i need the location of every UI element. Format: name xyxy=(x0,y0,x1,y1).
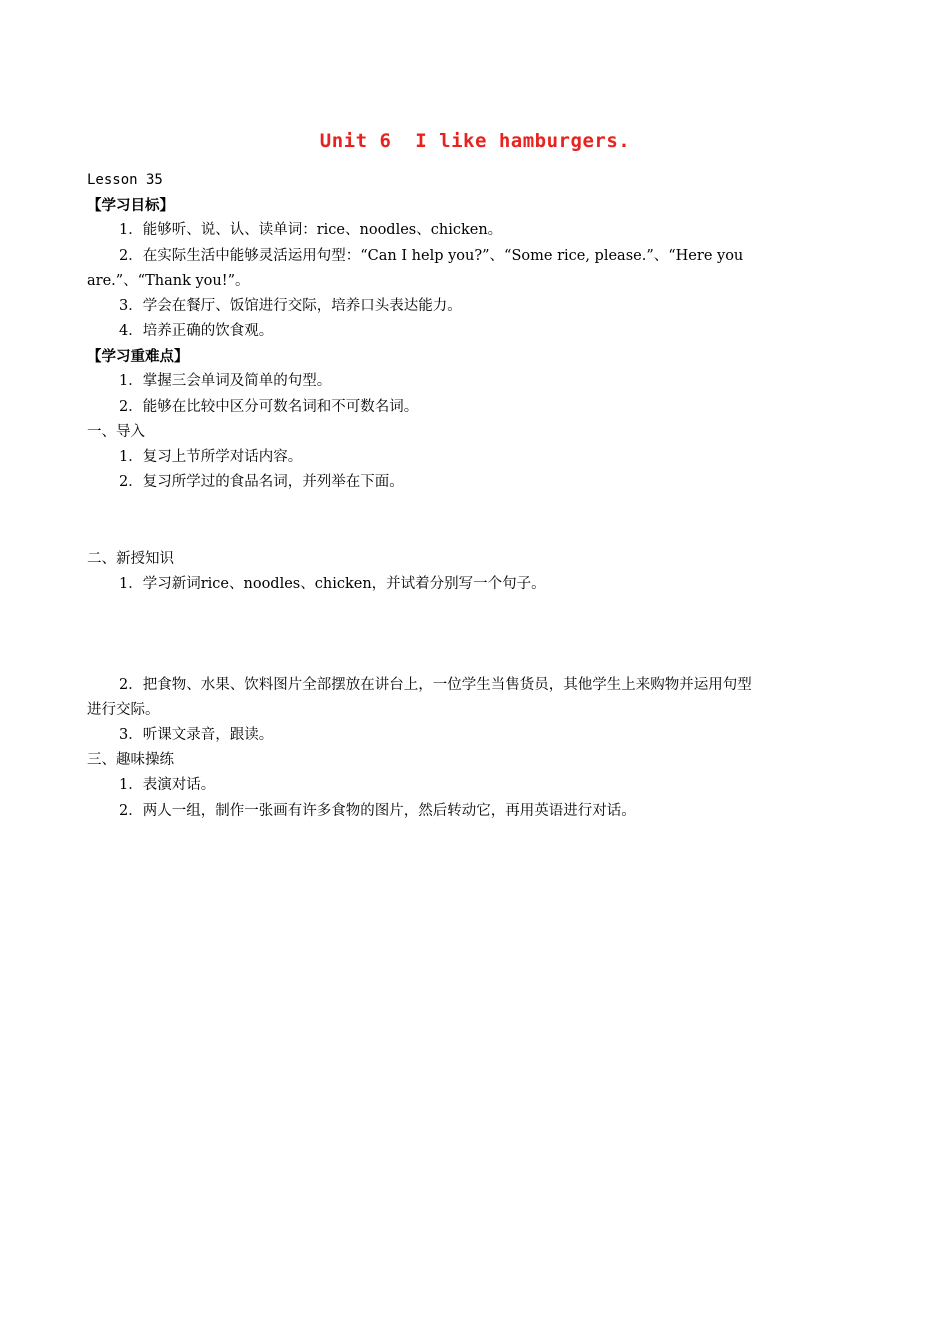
goal-item-3: 3．学会在餐厅、饭馆进行交际，培养口头表达能力。 xyxy=(119,298,462,314)
lesson-label: Lesson 35 xyxy=(87,172,163,188)
part3-heading: 三、趣味操练 xyxy=(87,752,174,768)
key-points-heading: 【学习重难点】 xyxy=(87,348,189,365)
goal-item-4: 4．培养正确的饮食观。 xyxy=(119,323,274,339)
key-point-1: 1．掌握三会单词及简单的句型。 xyxy=(119,373,332,389)
goal-item-2-cont: are.”、“Thank you!”。 xyxy=(87,273,250,289)
part2-item-2: 2．把食物、水果、饮料图片全部摆放在讲台上，一位学生当售货员，其他学生上来购物并运用句型 xyxy=(119,677,752,693)
part2-heading: 二、新授知识 xyxy=(87,551,174,567)
part1-heading: 一、导入 xyxy=(87,424,145,440)
part3-item-2: 2．两人一组，制作一张画有许多食物的图片，然后转动它，再用英语进行对话。 xyxy=(119,803,636,819)
key-point-2: 2．能够在比较中区分可数名词和不可数名词。 xyxy=(119,399,419,415)
goal-item-2: 2．在实际生活中能够灵活运用句型：“Can I help you?”、“Some rice, please.”、“Here you xyxy=(119,248,744,264)
goals-heading: 【学习目标】 xyxy=(87,197,174,214)
page-title: Unit 6 I like hamburgers. xyxy=(319,130,631,152)
part2-item-3: 3．听课文录音，跟读。 xyxy=(119,727,274,743)
part3-item-1: 1．表演对话。 xyxy=(119,777,216,793)
part2-item-1: 1．学习新词rice、noodles、chicken，并试着分别写一个句子。 xyxy=(119,576,546,592)
part1-item-1: 1．复习上节所学对话内容。 xyxy=(119,449,303,465)
part2-item-2-cont: 进行交际。 xyxy=(87,702,160,718)
goal-item-1: 1．能够听、说、认、读单词：rice、noodles、chicken。 xyxy=(119,222,503,238)
part1-item-2: 2．复习所学过的食品名词，并列举在下面。 xyxy=(119,474,404,490)
